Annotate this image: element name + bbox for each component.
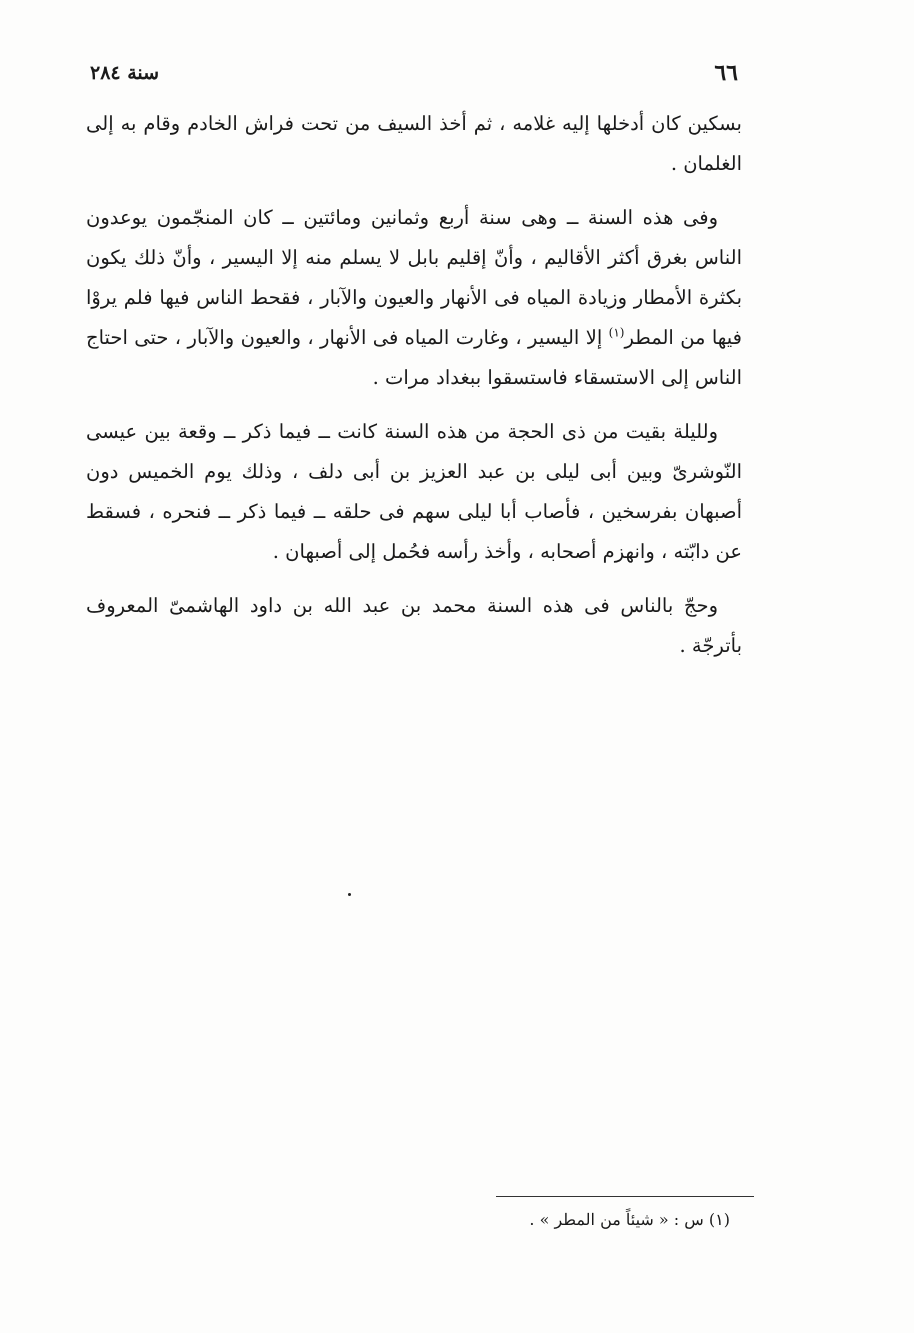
paragraph-2-continuation: إلا اليسير ، وغارت المياه فى الأنهار ، والعيون والآبار ، حتى احتاج الناس إلى الاستسقاء فاستسقوا ببغداد مرات . (86, 326, 742, 389)
footnote-text: س : « شيئاً من المطر » . (529, 1210, 704, 1229)
page-number: ٦٦ (714, 60, 738, 86)
year-heading: سنة ٢٨٤ (90, 62, 160, 84)
main-text (86, 104, 742, 680)
footnote-separator (496, 1196, 754, 1197)
paragraph-3: ولليلة بقيت من ذى الحجة من هذه السنة كانت ــ فيما ذكر ــ وقعة بين عيسى النّوشرىّ وبين أبى ليلى بن عبد العزيز بن أبى دلف ، وذلك يوم الخميس دون أصبهان بفرسخين ، فأصاب أبا ليلى سهم فى حلقه ــ فيما ذكر ــ فنحره ، فسقط عن دابّته ، وانهزم أصحابه ، وأخذ رأسه فحُمل إلى أصبهان . (86, 420, 742, 563)
paragraph-1: بسكين كان أدخلها إليه غلامه ، ثم أخذ السيف من تحت فراش الخادم وقام به إلى الغلمان . (86, 112, 742, 175)
paragraph-4: وحجّ بالناس فى هذه السنة محمد بن عبد الله بن داود الهاشمىّ المعروف بأترجّة . (86, 594, 742, 657)
paragraph-2-text: وفى هذه السنة ــ وهى سنة أربع وثمانين ومائتين ــ كان المنجّمون يوعدون الناس بغرق أكثر الأقاليم ، وأنّ إقليم بابل لا يسلم منه إلا اليسير ، وأنّ ذلك يكون بكثرة الأمطار وزيادة المياه فى الأنهار والعيون والآبار ، فقحط الناس فيها فلم يروْا فيها من المطر (86, 206, 742, 349)
paper-speck (348, 893, 351, 896)
footnote-reference: (١) (608, 325, 625, 340)
paragraph-2 (86, 198, 742, 398)
footnote (300, 1208, 730, 1232)
running-head (90, 60, 738, 90)
footnote-marker: (١) (708, 1210, 730, 1229)
